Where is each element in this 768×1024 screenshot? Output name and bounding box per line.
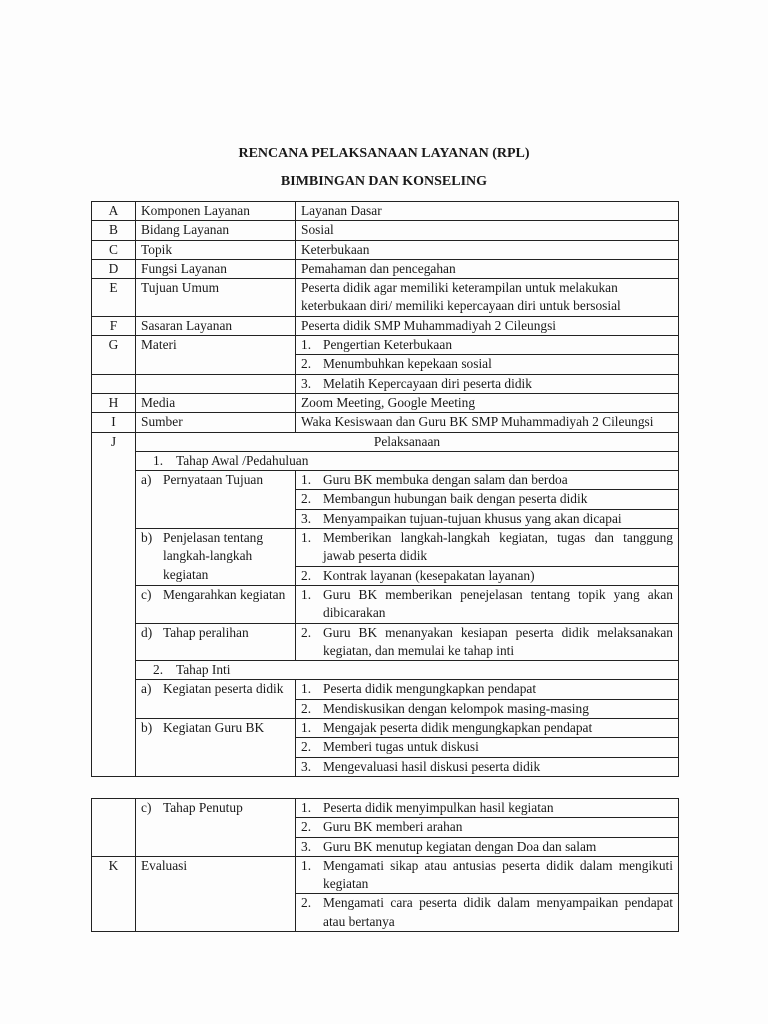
- step-label: c) Mengarahkan kegiatan: [136, 585, 296, 623]
- list-item: 3. Guru BK menutup kegiatan dengan Doa dan salam: [296, 837, 679, 856]
- table-row: [92, 279, 679, 317]
- list-item: 1. Mengamati sikap atau antusias peserta didik dalam mengikuti kegiatan: [296, 856, 679, 894]
- row-value: Pemahaman dan pencegahan: [296, 259, 679, 278]
- table-row: [92, 661, 679, 680]
- table-row: [92, 799, 679, 818]
- row-label: Tujuan Umum: [136, 279, 296, 317]
- table-row: [92, 316, 679, 335]
- list-item: 2. Membangun hubungan baik dengan peserta didik: [296, 490, 679, 509]
- table-row: [92, 856, 679, 894]
- table-row: [92, 680, 679, 699]
- row-value: Peserta didik agar memiliki keterampilan untuk melakukan keterbukaan diri/ memiliki kepercayaan diri untuk bersosial: [296, 279, 679, 317]
- row-label: Materi: [136, 336, 296, 355]
- stage-heading: 1. Tahap Awal /Pedahuluan: [136, 451, 679, 470]
- list-item: 2. Kontrak layanan (kesepakatan layanan): [296, 566, 679, 585]
- row-label: Topik: [136, 240, 296, 259]
- table-row: [92, 585, 679, 623]
- list-item: 1. Peserta didik menyimpulkan hasil kegiatan: [296, 799, 679, 818]
- row-letter: F: [92, 316, 136, 335]
- row-letter: D: [92, 259, 136, 278]
- list-item: 3. Mengevaluasi hasil diskusi peserta didik: [296, 757, 679, 776]
- table-row: [92, 471, 679, 490]
- table-row: [92, 451, 679, 470]
- row-letter: H: [92, 393, 136, 412]
- step-label: b) Penjelasan tentang langkah-langkah kegiatan: [136, 529, 296, 586]
- table-row: [92, 393, 679, 412]
- table-row: [92, 221, 679, 240]
- list-item: 2. Memberi tugas untuk diskusi: [296, 738, 679, 757]
- list-item: 2. Menumbuhkan kepekaan sosial: [296, 355, 679, 374]
- list-item: 2. Guru BK menanyakan kesiapan peserta didik melaksanakan kegiatan, dan memulai ke tahap inti: [296, 623, 679, 661]
- row-label: Komponen Layanan: [136, 202, 296, 221]
- stage-heading: 2. Tahap Inti: [136, 661, 679, 680]
- row-label: Fungsi Layanan: [136, 259, 296, 278]
- row-label: Evaluasi: [136, 856, 296, 931]
- step-label: b) Kegiatan Guru BK: [136, 719, 296, 777]
- rpl-table-page-1: [91, 201, 679, 777]
- list-item: 1. Pengertian Keterbukaan: [296, 336, 679, 355]
- table-row: [92, 623, 679, 661]
- document-title: RENCANA PELAKSANAAN LAYANAN (RPL): [238, 146, 530, 161]
- row-label: Sasaran Layanan: [136, 316, 296, 335]
- row-letter: A: [92, 202, 136, 221]
- step-label: a) Kegiatan peserta didik: [136, 680, 296, 719]
- list-item: 1. Peserta didik mengungkapkan pendapat: [296, 680, 679, 699]
- row-letter: C: [92, 240, 136, 259]
- table-row: [92, 413, 679, 432]
- row-letter: B: [92, 221, 136, 240]
- row-letter: G: [92, 336, 136, 355]
- list-item: 2. Mengamati cara peserta didik dalam menyampaikan pendapat atau bertanya: [296, 894, 679, 932]
- table-row: [92, 374, 679, 393]
- row-letter: J: [92, 432, 136, 776]
- row-value: Waka Kesiswaan dan Guru BK SMP Muhammadiyah 2 Cileungsi: [296, 413, 679, 432]
- row-letter: I: [92, 413, 136, 432]
- rpl-table-page-2: [91, 798, 679, 932]
- step-label: c) Tahap Penutup: [136, 799, 296, 857]
- row-label: Sumber: [136, 413, 296, 432]
- list-item: 1. Guru BK memberikan penejelasan tentang topik yang akan dibicarakan: [296, 585, 679, 623]
- table-row: [92, 240, 679, 259]
- list-item: 2. Guru BK memberi arahan: [296, 818, 679, 837]
- list-item: 1. Mengajak peserta didik mengungkapkan pendapat: [296, 719, 679, 738]
- list-item: 1. Memberikan langkah-langkah kegiatan, tugas dan tanggung jawab peserta didik: [296, 529, 679, 567]
- list-item: 1. Guru BK membuka dengan salam dan berdoa: [296, 471, 679, 490]
- list-item: 3. Melatih Kepercayaan diri peserta didik: [296, 374, 679, 393]
- row-value: Keterbukaan: [296, 240, 679, 259]
- row-value: Peserta didik SMP Muhammadiyah 2 Cileungsi: [296, 316, 679, 335]
- step-label: a) Pernyataan Tujuan: [136, 471, 296, 529]
- table-row: [92, 432, 679, 451]
- row-label: Bidang Layanan: [136, 221, 296, 240]
- table-row: [92, 202, 679, 221]
- row-letter: E: [92, 279, 136, 317]
- table-row: [92, 529, 679, 567]
- section-header: Pelaksanaan: [136, 432, 679, 451]
- step-label: d) Tahap peralihan: [136, 623, 296, 661]
- table-row: [92, 355, 679, 374]
- list-item: 3. Menyampaikan tujuan-tujuan khusus yang akan dicapai: [296, 509, 679, 528]
- row-value: Sosial: [296, 221, 679, 240]
- table-row: [92, 336, 679, 355]
- row-label: Media: [136, 393, 296, 412]
- row-letter: K: [92, 856, 136, 931]
- row-value: Layanan Dasar: [296, 202, 679, 221]
- document-subtitle: BIMBINGAN DAN KONSELING: [280, 174, 488, 189]
- list-item: 2. Mendiskusikan dengan kelompok masing-masing: [296, 699, 679, 718]
- table-row: [92, 719, 679, 738]
- table-row: [92, 259, 679, 278]
- row-value: Zoom Meeting, Google Meeting: [296, 393, 679, 412]
